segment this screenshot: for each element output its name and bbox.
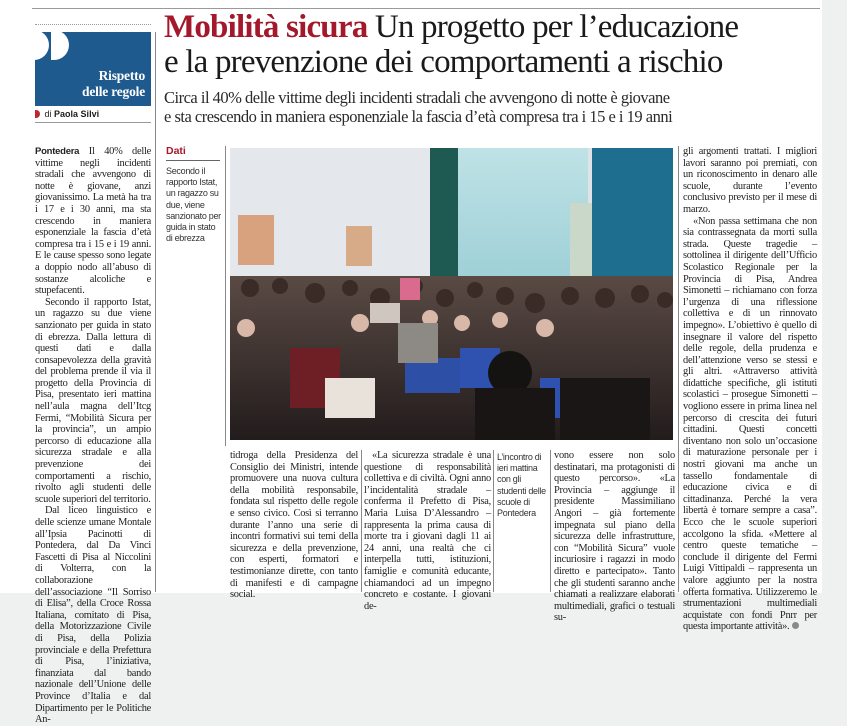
logo-shape-icon <box>51 30 69 60</box>
byline <box>35 109 99 119</box>
article-column-5 <box>683 146 817 633</box>
byline-rule <box>35 122 151 123</box>
dati-text: Secondo il rapporto Istat, un ragazzo su due, viene sanzionato per guida in stato di ebrezza <box>166 166 221 244</box>
paragraph: Dal liceo linguistico e delle scienze umane Montale all’Ipsia Pacinotti di Pontedera, dal Da Vinci Fascetti di Pisa al Niccolini di Volterra, con la collaborazione dell’associazione “Il Sorriso di Elisa”, della Croce Rossa Italiana, comitato di Pisa, della Motorizzazione Civile di Pisa, della Polizia provinciale e della Prefettura di Pisa, l’iniziativa, finanziata dal bando nazionale dell’Unione delle Province d’Italia e dal Dipartimento per le Politiche An- <box>35 505 151 726</box>
photo-caption: L’incontro di ieri mattina con gli studenti delle scuole di Pontedera <box>497 452 546 519</box>
kicker-line-1: Rispetto <box>98 68 145 83</box>
end-of-article-icon <box>792 622 799 629</box>
dati-rule <box>166 160 220 161</box>
paragraph: Il 40% delle vittime negli incidenti stradali che avvengono di notte è giovane, anzi giovanissimo. La metà ha tra i 17 e i 30 anni, ma sta crescendo in maniera esponenziale la fascia d’età compresa tra i 15 e i 19 anni. E le cause spesso sono legate a doppio nodo all’abuso di sostanze alcoliche e stupefacenti. <box>35 146 151 297</box>
subheadline <box>164 88 814 126</box>
column-divider <box>155 32 156 592</box>
article-column-2 <box>230 450 358 601</box>
dati-title: Dati <box>166 145 186 157</box>
headline-line-2: e la prevenzione dei comportamenti a rischio <box>164 44 723 80</box>
article-column-3 <box>364 450 491 612</box>
kicker-line-2: delle regole <box>82 84 145 99</box>
article-column-1 <box>35 146 151 726</box>
paragraph: vono essere non solo destinatari, ma protagonisti di questo percorso». «La Provincia – aggiunge il presidente Massimiliano Angori – già fortemente impegnata sul piano della sicurezza delle infrastrutture, con “Mobilità Sicura” vuole incuriosire i ragazzi in modo diretto e partecipato». Tanto che gli studenti saranno anche chiamati a realizzare elaborati multimediali, grafici o testuali su- <box>554 450 675 624</box>
headline-highlight: Mobilità sicura <box>164 9 368 45</box>
paragraph: tidroga della Presidenza del Consiglio dei Ministri, intende promuovere una nuova cultura della mobilità responsabile, fondata sul rispetto delle regole e senso civico. Così si terranno durante l’anno una serie di incontri formativi sui temi della sicurezza e della prevenzione, con esperti, formatori e testimonianze dirette, con tanto di manifesti e di campagne social. <box>230 450 358 601</box>
paragraph: gli argomenti trattati. I migliori lavori saranno poi premiati, con un riconoscimento in denaro alle scuole, durante l’evento conclusivo previsto per il mese di marzo. <box>683 146 817 215</box>
dateline: Pontedera <box>35 146 80 157</box>
headline <box>164 10 814 80</box>
paragraph: Secondo il rapporto Istat, un ragazzo su due viene sanzionato per guida in stato di ebrezza. Dalla lettura di questi dati e dalla consapevolezza della gravità del problema prende il via il progetto della Provincia di Pisa, presentato ieri mattina nell’aula magna dell’Itcg Fermi, “Mobilità Sicura per la provincia”, un ampio percorso di educazione alla sicurezza stradale e alla prevenzione dei comportamenti a rischio, rivolto agli studenti delle scuole superiori del territorio. <box>35 296 151 505</box>
byline-prefix: di <box>44 109 52 119</box>
byline-marker-icon <box>35 110 40 118</box>
article-column-4 <box>554 450 675 624</box>
article-photo <box>230 148 673 440</box>
column-divider <box>493 450 494 592</box>
subhead-line-2: e sta crescendo in maniera esponenziale la fascia d’età compresa tra i 15 e i 19 anni <box>164 107 673 126</box>
subhead-line-1: Circa il 40% delle vittime degli incidenti stradali che avvengono di notte è giovane <box>164 88 670 107</box>
section-kicker-box <box>35 32 151 106</box>
column-divider <box>550 450 551 592</box>
paragraph: «La sicurezza stradale è una questione di responsabilità collettiva e di civiltà. Ogni anno l’incidentalità stradale – conferma il Prefetto di Pisa, Maria Luisa D’Alessandro – rappresenta la prima causa di morte tra i giovani dagli 11 ai 24 anni, una realtà che ci interpella tutti, istituzioni, famiglie e comunità educante, chiamandoci ad un impegno concreto e costante. I giovani de- <box>364 450 491 612</box>
column-divider <box>361 450 362 592</box>
logo-shape-icon <box>25 30 49 60</box>
column-divider <box>225 146 226 446</box>
column-divider <box>678 146 679 592</box>
byline-author: Paola Silvi <box>54 109 100 119</box>
headline-line-1: Un progetto per l’educazione <box>374 9 739 45</box>
paragraph: «Non passa settimana che non sia contrassegnata da morti sulla strada. Queste tragedie – sottolinea il dirigente dell’Ufficio Scolastico Regionale per la Provincia di Pisa, Andrea Simonetti – richiamano con forza l’urgenza di una riflessione collettiva e di un rinnovato impegno». L’obiettivo è quello di insegnare il valore del rispetto delle regole, della prudenza e dell’attenzione verso se stessi e gli altri. «Attraverso attività didattiche specifiche, gli istituti scolastici – prosegue Simonetti – vogliono essere in prima linea nel percorso di crescita dei futuri cittadini. Questi concetti diventano non solo un’occasione di maturazione personale per i nostri giovani ma anche un tassello fondamentale di educazione civica e di cittadinanza. Perché la vera libertà è tornare sempre a casa”. Ecco che le scuole superiori accolgono la sfida. «Mettere al centro queste tematiche – conclude il dirigente del Fermi Luigi Vittipaldi – rappresenta un valore aggiunto per la nostra offerta formativa. Utilizzeremo le strumentazioni multimediali acquistate con fondi Pnrr per questa importante attività». <box>683 215 817 633</box>
students-auditorium-photo <box>230 148 673 440</box>
